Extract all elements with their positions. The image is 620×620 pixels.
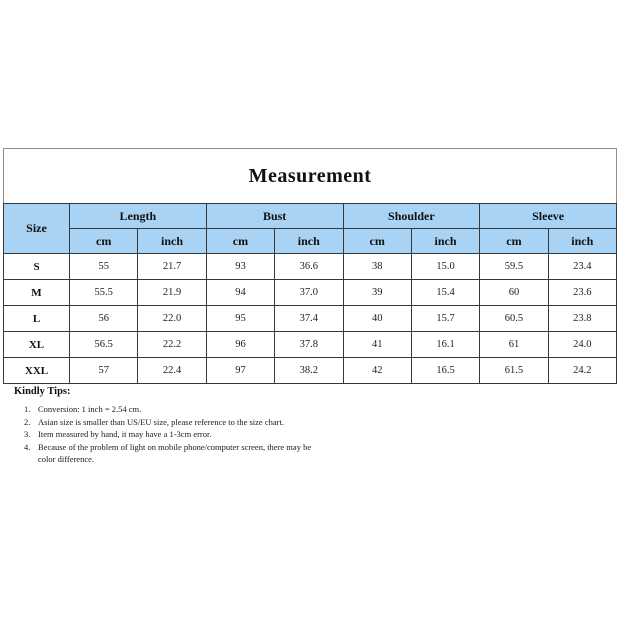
measurement-value: 16.5 — [411, 358, 479, 384]
measurement-value: 24.2 — [548, 358, 616, 384]
measurement-value: 37.4 — [275, 306, 343, 332]
measurement-value: 21.9 — [138, 280, 206, 306]
column-group-sleeve: Sleeve — [480, 204, 617, 229]
measurement-value: 59.5 — [480, 254, 548, 280]
measurement-title-box — [3, 148, 617, 204]
measurement-value: 60 — [480, 280, 548, 306]
measurement-value: 60.5 — [480, 306, 548, 332]
measurement-value: 55 — [70, 254, 138, 280]
tip-item-2: Asian size is smaller than US/EU size, please reference to the size chart. — [38, 416, 284, 427]
tips-list — [14, 403, 324, 466]
measurement-value: 56 — [70, 306, 138, 332]
measurement-value: 93 — [206, 254, 274, 280]
measurement-value: 41 — [343, 332, 411, 358]
measurement-value: 15.0 — [411, 254, 479, 280]
unit-header-length-inch: inch — [138, 229, 206, 254]
tips-heading: Kindly Tips: — [14, 386, 71, 397]
measurement-value: 38.2 — [275, 358, 343, 384]
size-label: XXL — [4, 358, 70, 384]
measurement-value: 21.7 — [138, 254, 206, 280]
size-label: XL — [4, 332, 70, 358]
unit-header-bust-cm: cm — [206, 229, 274, 254]
column-group-bust: Bust — [206, 204, 343, 229]
table-row-m — [4, 280, 617, 306]
table-unit-header-row — [4, 229, 617, 254]
measurement-value: 15.7 — [411, 306, 479, 332]
table-row-xl — [4, 332, 617, 358]
tip-item-1: Conversion: 1 inch = 2.54 cm. — [38, 404, 142, 414]
tip-item-4: Because of the problem of light on mobile phone/computer screen, there may be color difference. — [38, 441, 312, 464]
measurement-value: 15.4 — [411, 280, 479, 306]
measurement-value: 95 — [206, 306, 274, 332]
measurement-value: 39 — [343, 280, 411, 306]
measurement-value: 61 — [480, 332, 548, 358]
column-group-shoulder: Shoulder — [343, 204, 480, 229]
measurement-value: 97 — [206, 358, 274, 384]
measurement-value: 23.8 — [548, 306, 616, 332]
unit-header-bust-inch: inch — [275, 229, 343, 254]
measurement-value: 57 — [70, 358, 138, 384]
size-label: M — [4, 280, 70, 306]
measurement-value: 55.5 — [70, 280, 138, 306]
measurement-value: 22.4 — [138, 358, 206, 384]
measurement-value: 36.6 — [275, 254, 343, 280]
size-label: S — [4, 254, 70, 280]
unit-header-length-cm: cm — [70, 229, 138, 254]
table-row-s — [4, 254, 617, 280]
tip-item-3: Item measured by hand, it may have a 1-3cm error. — [38, 429, 212, 439]
measurement-value: 24.0 — [548, 332, 616, 358]
measurement-value: 22.0 — [138, 306, 206, 332]
unit-header-shoulder-inch: inch — [411, 229, 479, 254]
column-header-size: Size — [4, 204, 70, 254]
measurement-value: 56.5 — [70, 332, 138, 358]
measurement-value: 23.4 — [548, 254, 616, 280]
table-group-header-row — [4, 204, 617, 229]
measurement-value: 40 — [343, 306, 411, 332]
measurement-value: 37.0 — [275, 280, 343, 306]
table-row-l — [4, 306, 617, 332]
measurement-value: 94 — [206, 280, 274, 306]
table-row-xxl — [4, 358, 617, 384]
measurement-value: 42 — [343, 358, 411, 384]
page-title: Measurement — [248, 164, 372, 187]
unit-header-sleeve-inch: inch — [548, 229, 616, 254]
kindly-tips-section — [14, 386, 324, 466]
measurement-table — [3, 203, 617, 384]
measurement-value: 61.5 — [480, 358, 548, 384]
measurement-value: 23.6 — [548, 280, 616, 306]
measurement-value: 96 — [206, 332, 274, 358]
unit-header-shoulder-cm: cm — [343, 229, 411, 254]
measurement-value: 38 — [343, 254, 411, 280]
size-label: L — [4, 306, 70, 332]
unit-header-sleeve-cm: cm — [480, 229, 548, 254]
column-group-length: Length — [70, 204, 207, 229]
measurement-value: 22.2 — [138, 332, 206, 358]
measurement-value: 16.1 — [411, 332, 479, 358]
measurement-value: 37.8 — [275, 332, 343, 358]
